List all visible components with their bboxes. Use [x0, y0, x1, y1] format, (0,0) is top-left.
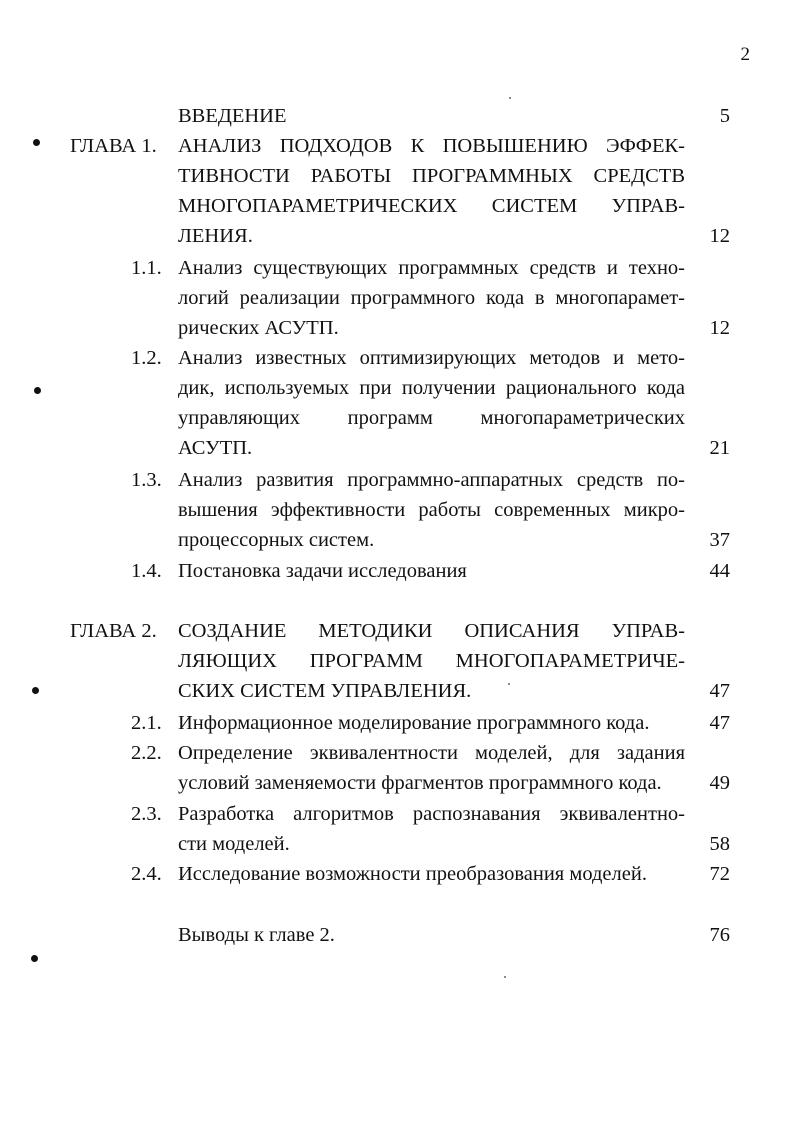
binder-hole-dot	[32, 687, 39, 694]
section-number: 2.1.	[131, 712, 162, 734]
section-page: 47	[709, 712, 730, 734]
section-title-line: Анализ известных оптимизирующих методов и мето-	[178, 347, 685, 369]
chapter1-title-line: ТИВНОСТИ РАБОТЫ ПРОГРАММНЫХ СРЕДСТВ	[178, 165, 685, 187]
section-title-line: Разработка алгоритмов распознавания эквивалентно-	[178, 803, 685, 825]
section-title-line: управляющих программ многопараметрических	[178, 407, 685, 429]
section-title-line: логий реализации программного кода в многопарамет-	[178, 287, 685, 309]
section-title-line: АСУТП.	[178, 437, 253, 459]
section-page: 49	[709, 772, 730, 794]
chapter1-label: ГЛАВА 1.	[70, 135, 157, 157]
section-title-line: условий заменяемости фрагментов программного кода.	[178, 772, 662, 794]
section-page: 37	[709, 529, 730, 551]
binder-hole-dot	[34, 387, 41, 394]
conclusions-title: Выводы к главе 2.	[178, 924, 335, 946]
scan-speck	[508, 683, 510, 685]
chapter2-page: 47	[709, 680, 730, 702]
section-number: 1.2.	[131, 347, 162, 369]
chapter2-label: ГЛАВА 2.	[70, 620, 157, 642]
section-title-line: сти моделей.	[178, 833, 290, 855]
chapter1-page: 12	[709, 225, 730, 247]
chapter1-title-line: АНАЛИЗ ПОДХОДОВ К ПОВЫШЕНИЮ ЭФФЕК-	[178, 135, 685, 157]
section-page: 72	[709, 863, 730, 885]
intro-title: ВВЕДЕНИЕ	[178, 105, 287, 127]
section-number: 1.3.	[131, 469, 162, 491]
section-number: 2.4.	[131, 863, 162, 885]
conclusions-page: 76	[709, 924, 730, 946]
section-number: 2.3.	[131, 803, 162, 825]
intro-page: 5	[719, 105, 730, 127]
scan-speck	[509, 97, 511, 99]
section-number: 1.4.	[131, 560, 162, 582]
chapter2-title-line: ЛЯЮЩИХ ПРОГРАММ МНОГОПАРАМЕТРИЧЕ-	[178, 650, 685, 672]
section-title-line: рических АСУТП.	[178, 317, 339, 339]
section-title-line: Анализ развития программно-аппаратных средств по-	[178, 469, 685, 491]
chapter1-title-line: ЛЕНИЯ.	[178, 225, 253, 247]
chapter2-title-line: СКИХ СИСТЕМ УПРАВЛЕНИЯ.	[178, 680, 472, 702]
page-number: 2	[740, 44, 750, 65]
section-title-line: вышения эффективности работы современных микро-	[178, 499, 685, 521]
section-number: 1.1.	[131, 257, 162, 279]
section-title-line: Исследование возможности преобразования моделей.	[178, 863, 647, 885]
scan-speck	[504, 976, 506, 978]
section-title-line: дик, используемых при получении рационального кода	[178, 377, 685, 399]
section-title-line: Информационное моделирование программного кода.	[178, 712, 650, 734]
chapter2-title-line: СОЗДАНИЕ МЕТОДИКИ ОПИСАНИЯ УПРАВ-	[178, 620, 685, 642]
section-page: 58	[709, 833, 730, 855]
binder-hole-dot	[31, 955, 38, 962]
section-page: 44	[709, 560, 730, 582]
section-page: 21	[709, 437, 730, 459]
section-title-line: Определение эквивалентности моделей, для задания	[178, 742, 685, 764]
chapter1-title-line: МНОГОПАРАМЕТРИЧЕСКИХ СИСТЕМ УПРАВ-	[178, 195, 685, 217]
section-number: 2.2.	[131, 742, 162, 764]
section-page: 12	[709, 317, 730, 339]
section-title-line: Анализ существующих программных средств и техно-	[178, 257, 685, 279]
binder-hole-dot	[33, 139, 40, 146]
section-title-line: процессорных систем.	[178, 529, 375, 551]
section-title-line: Постановка задачи исследования	[178, 560, 467, 582]
